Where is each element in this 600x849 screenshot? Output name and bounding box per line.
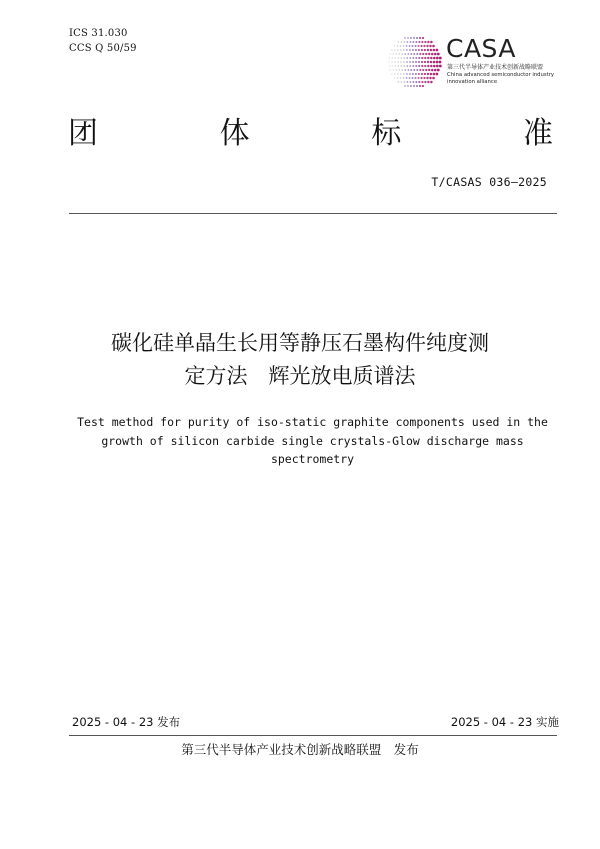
logo-sphere-dot — [397, 45, 398, 46]
logo-sphere-dot — [412, 49, 414, 51]
logo-sphere-dot — [419, 85, 421, 87]
logo-sphere-dot — [439, 61, 442, 64]
logo-sphere-dot — [431, 69, 434, 72]
logo-sphere-dot — [414, 45, 416, 47]
logo-sphere-dot — [412, 65, 414, 67]
logo-sphere-dot — [407, 81, 409, 83]
logo-sphere-dot — [399, 69, 401, 71]
logo-sphere-dot — [439, 65, 442, 68]
bottom-divider — [69, 735, 557, 736]
logo-sphere-dot — [393, 53, 394, 54]
logo-sphere-dot — [412, 57, 414, 59]
logo-sphere-dot — [403, 77, 405, 79]
logo-sphere-dot — [423, 77, 425, 79]
logo-sphere-dot — [404, 37, 406, 39]
logo-sphere-dot — [422, 69, 424, 71]
logo-sphere-dot — [396, 53, 397, 54]
logo-sphere-dot — [392, 57, 393, 58]
en-title-line3: spectrometry — [270, 452, 355, 466]
logo-sphere-dot — [395, 57, 396, 58]
logo-sphere-dot — [391, 73, 392, 74]
logo-sphere-dot — [409, 45, 411, 47]
logo-sphere-dot — [393, 69, 394, 70]
logo-sphere-dot — [406, 61, 408, 63]
logo-sphere-dot — [421, 57, 423, 59]
logo-sphere-dot — [429, 45, 431, 47]
logo-sphere-dot — [418, 65, 420, 67]
logo-sphere-dot — [415, 61, 417, 63]
logo-sphere-dot — [427, 73, 429, 75]
logo-sphere-dot — [406, 49, 408, 51]
logo-sphere-dot — [424, 61, 426, 63]
logo-sphere-dot — [412, 77, 414, 79]
logo-sphere-dot — [433, 57, 436, 60]
standard-type-char: 体 — [219, 116, 250, 151]
logo-sphere-dot — [436, 65, 439, 68]
logo-sphere-dot — [423, 45, 425, 47]
logo-sphere-dot — [403, 57, 405, 59]
logo-sphere-dot — [421, 65, 423, 67]
logo-sphere-dot — [412, 73, 414, 75]
logo-sphere-dot — [428, 53, 430, 55]
logo-sphere-dot — [409, 81, 411, 83]
logo-sphere-dot — [400, 45, 402, 47]
logo-sphere-dot — [398, 81, 399, 82]
standard-type-char: 团 — [68, 116, 98, 151]
cn-title-line1: 碳化硅单晶生长用等静压石墨构件纯度测 — [111, 331, 489, 355]
logo-sphere-dot — [406, 77, 408, 79]
logo-sphere-dot — [425, 53, 427, 55]
logo-sphere-dot — [421, 49, 423, 51]
logo-sphere-dot — [401, 41, 403, 43]
logo-sphere-dot — [418, 57, 420, 59]
logo-sphere-dot — [418, 81, 420, 83]
logo-sphere-dot — [394, 49, 395, 50]
logo-sphere-dot — [430, 57, 433, 60]
logo-sphere-dot — [433, 49, 436, 52]
logo-sphere-dot — [420, 77, 422, 79]
logo-sphere-dot — [412, 81, 414, 83]
logo-sphere-dot — [434, 53, 437, 56]
casa-sphere-icon — [386, 34, 444, 90]
logo-sphere-dot — [404, 85, 406, 87]
logo-sphere-dot — [389, 57, 390, 58]
logo-sphere-dot — [391, 61, 392, 62]
logo-sphere-dot — [415, 73, 417, 75]
logo-sphere-dot — [416, 69, 418, 71]
logo-sphere-dot — [416, 37, 418, 39]
casa-logo — [386, 34, 576, 90]
logo-sphere-dot — [395, 65, 396, 66]
logo-sphere-dot — [406, 73, 408, 75]
logo-sphere-dot — [413, 37, 415, 39]
logo-sphere-dot — [427, 57, 429, 59]
logo-sphere-dot — [406, 45, 408, 47]
logo-sphere-dot — [418, 73, 420, 75]
logo-sphere-dot — [403, 49, 405, 51]
logo-sphere-dot — [424, 65, 426, 67]
logo-sphere-dot — [403, 73, 405, 75]
logo-sphere-dot — [437, 69, 440, 72]
logo-cn-name: 第三代半导体产业技术创新战略联盟 — [447, 64, 544, 71]
logo-sphere-dot — [412, 45, 414, 47]
ccs-code: CCS Q 50/59 — [69, 43, 137, 54]
logo-sphere-dot — [410, 85, 412, 87]
logo-sphere-dot — [396, 69, 397, 70]
logo-sphere-dot — [421, 41, 423, 43]
logo-sphere-dot — [415, 81, 417, 83]
logo-sphere-dot — [391, 49, 392, 50]
logo-sphere-dot — [409, 61, 411, 63]
logo-sphere-dot — [417, 45, 419, 47]
logo-sphere-dot — [419, 69, 421, 71]
logo-sphere-dot — [439, 57, 442, 60]
logo-sphere-dot — [407, 37, 409, 39]
logo-sphere-dot — [404, 81, 406, 83]
logo-sphere-dot — [422, 85, 424, 87]
logo-sphere-dot — [397, 49, 398, 50]
logo-sphere-dot — [402, 69, 404, 71]
logo-sphere-dot — [418, 41, 420, 43]
logo-sphere-dot — [419, 37, 421, 39]
logo-sphere-dot — [410, 69, 412, 71]
logo-sphere-dot — [430, 61, 433, 64]
logo-sphere-dot — [394, 45, 395, 46]
logo-sphere-dot — [422, 53, 424, 55]
logo-sphere-dot — [392, 65, 393, 66]
logo-sphere-dot — [388, 61, 389, 62]
logo-sphere-dot — [409, 73, 411, 75]
logo-sphere-dot — [394, 61, 395, 62]
logo-sphere-dot — [427, 81, 429, 83]
logo-sphere-dot — [407, 41, 409, 43]
logo-sphere-dot — [397, 61, 398, 62]
logo-sphere-dot — [436, 61, 439, 64]
logo-sphere-dot — [399, 53, 401, 55]
logo-sphere-dot — [426, 45, 428, 47]
logo-sphere-dot — [400, 49, 402, 51]
logo-sphere-dot — [436, 73, 439, 76]
logo-sphere-dot — [398, 57, 399, 58]
logo-sphere-dot — [403, 61, 405, 63]
logo-sphere-dot — [413, 85, 415, 87]
logo-sphere-dot — [412, 61, 414, 63]
logo-sphere-dot — [406, 57, 408, 59]
logo-sphere-dot — [404, 69, 406, 71]
logo-sphere-dot — [409, 57, 411, 59]
logo-sphere-dot — [418, 61, 420, 63]
logo-sphere-dot — [409, 49, 411, 51]
logo-sphere-dot — [430, 41, 433, 44]
logo-sphere-dot — [433, 61, 436, 64]
standard-type-char: 准 — [522, 116, 553, 151]
logo-sphere-dot — [407, 69, 409, 71]
logo-sphere-dot — [434, 69, 437, 72]
logo-sphere-dot — [418, 49, 420, 51]
logo-sphere-dot — [412, 41, 414, 43]
logo-sphere-dot — [401, 57, 403, 59]
logo-sphere-dot — [409, 41, 411, 43]
logo-en-line2: innovation alliance — [447, 78, 498, 85]
logo-en-name — [447, 72, 557, 85]
logo-sphere-dot — [389, 65, 390, 66]
logo-sphere-dot — [421, 73, 423, 75]
logo-sphere-dot — [419, 53, 421, 55]
logo-sphere-dot — [413, 53, 415, 55]
logo-sphere-dot — [427, 61, 429, 63]
logo-sphere-dot — [407, 85, 409, 87]
logo-sphere-dot — [398, 41, 399, 42]
en-title-line2: growth of silicon carbide single crystals-Glow discharge mass — [101, 433, 524, 448]
logo-sphere-dot — [433, 73, 436, 76]
logo-sphere-dot — [415, 65, 417, 67]
logo-sphere-dot — [416, 53, 418, 55]
logo-sphere-dot — [413, 69, 415, 71]
logo-sphere-dot — [424, 73, 426, 75]
classification-codes — [69, 26, 137, 56]
logo-sphere-dot — [424, 81, 426, 83]
logo-sphere-dot — [401, 65, 403, 67]
logo-sphere-dot — [401, 81, 403, 83]
logo-sphere-dot — [431, 53, 434, 56]
logo-sphere-dot — [414, 77, 416, 79]
logo-sphere-dot — [424, 57, 426, 59]
logo-sphere-dot — [432, 77, 435, 80]
logo-sphere-dot — [429, 77, 431, 79]
logo-sphere-dot — [425, 69, 427, 71]
logo-sphere-dot — [426, 77, 428, 79]
logo-sphere-dot — [394, 77, 395, 78]
logo-sphere-dot — [402, 53, 404, 55]
logo-sphere-dot — [427, 65, 429, 67]
logo-sphere-dot — [417, 77, 419, 79]
ics-code: ICS 31.030 — [69, 28, 128, 39]
logo-sphere-dot — [430, 49, 433, 52]
logo-sphere-dot — [404, 41, 406, 43]
logo-sphere-dot — [424, 41, 426, 43]
top-divider — [69, 213, 557, 214]
logo-sphere-dot — [421, 81, 423, 83]
logo-sphere-dot — [406, 65, 408, 67]
logo-sphere-dot — [400, 77, 402, 79]
logo-en-line1: China advanced semiconductor industry — [447, 72, 555, 78]
cn-title-line2: 定方法 辉光放电质谱法 — [184, 364, 416, 388]
logo-sphere-dot — [394, 73, 395, 74]
logo-sphere-dot — [416, 85, 418, 87]
standard-type-heading — [68, 114, 553, 154]
logo-sphere-dot — [403, 45, 405, 47]
logo-sphere-dot — [436, 57, 439, 60]
implement-date: 2025 - 04 - 23 实施 — [450, 715, 559, 729]
logo-sphere-dot — [404, 53, 406, 55]
logo-sphere-dot — [427, 49, 429, 51]
logo-sphere-dot — [430, 81, 433, 84]
logo-sphere-dot — [397, 77, 398, 78]
logo-sphere-dot — [420, 45, 422, 47]
logo-sphere-dot — [427, 41, 429, 43]
logo-sphere-dot — [415, 57, 417, 59]
logo-sphere-dot — [415, 49, 417, 51]
standard-type-char: 标 — [371, 116, 402, 151]
logo-sphere-dot — [424, 49, 426, 51]
logo-sphere-dot — [409, 65, 411, 67]
logo-sphere-dot — [432, 45, 435, 48]
logo-wordmark: CASA — [446, 34, 516, 63]
logo-sphere-dot — [436, 49, 439, 52]
logo-sphere-dot — [409, 77, 411, 79]
logo-sphere-dot — [422, 37, 424, 39]
logo-sphere-dot — [400, 61, 402, 63]
logo-sphere-dot — [410, 53, 412, 55]
en-title — [60, 413, 565, 469]
logo-sphere-dot — [433, 65, 436, 68]
logo-sphere-dot — [421, 61, 423, 63]
logo-sphere-dot — [397, 73, 398, 74]
en-title-line1: Test method for purity of iso-static graphite components used in the — [77, 415, 548, 429]
standard-code: T/CASAS 036—2025 — [431, 175, 547, 189]
logo-sphere-dot — [403, 65, 405, 67]
logo-sphere-dot — [390, 53, 391, 54]
logo-sphere-dot — [430, 65, 433, 68]
logo-sphere-dot — [410, 37, 412, 39]
issue-date: 2025 - 04 - 23 发布 — [72, 715, 181, 729]
logo-sphere-dot — [415, 41, 417, 43]
logo-sphere-dot — [398, 65, 399, 66]
logo-sphere-dot — [400, 73, 402, 75]
logo-sphere-dot — [428, 69, 430, 71]
logo-sphere-dot — [407, 53, 409, 55]
publisher: 第三代半导体产业技术创新战略联盟 发布 — [181, 742, 419, 757]
logo-sphere-dot — [430, 73, 433, 76]
logo-sphere-dot — [437, 53, 440, 56]
logo-sphere-dot — [390, 69, 391, 70]
